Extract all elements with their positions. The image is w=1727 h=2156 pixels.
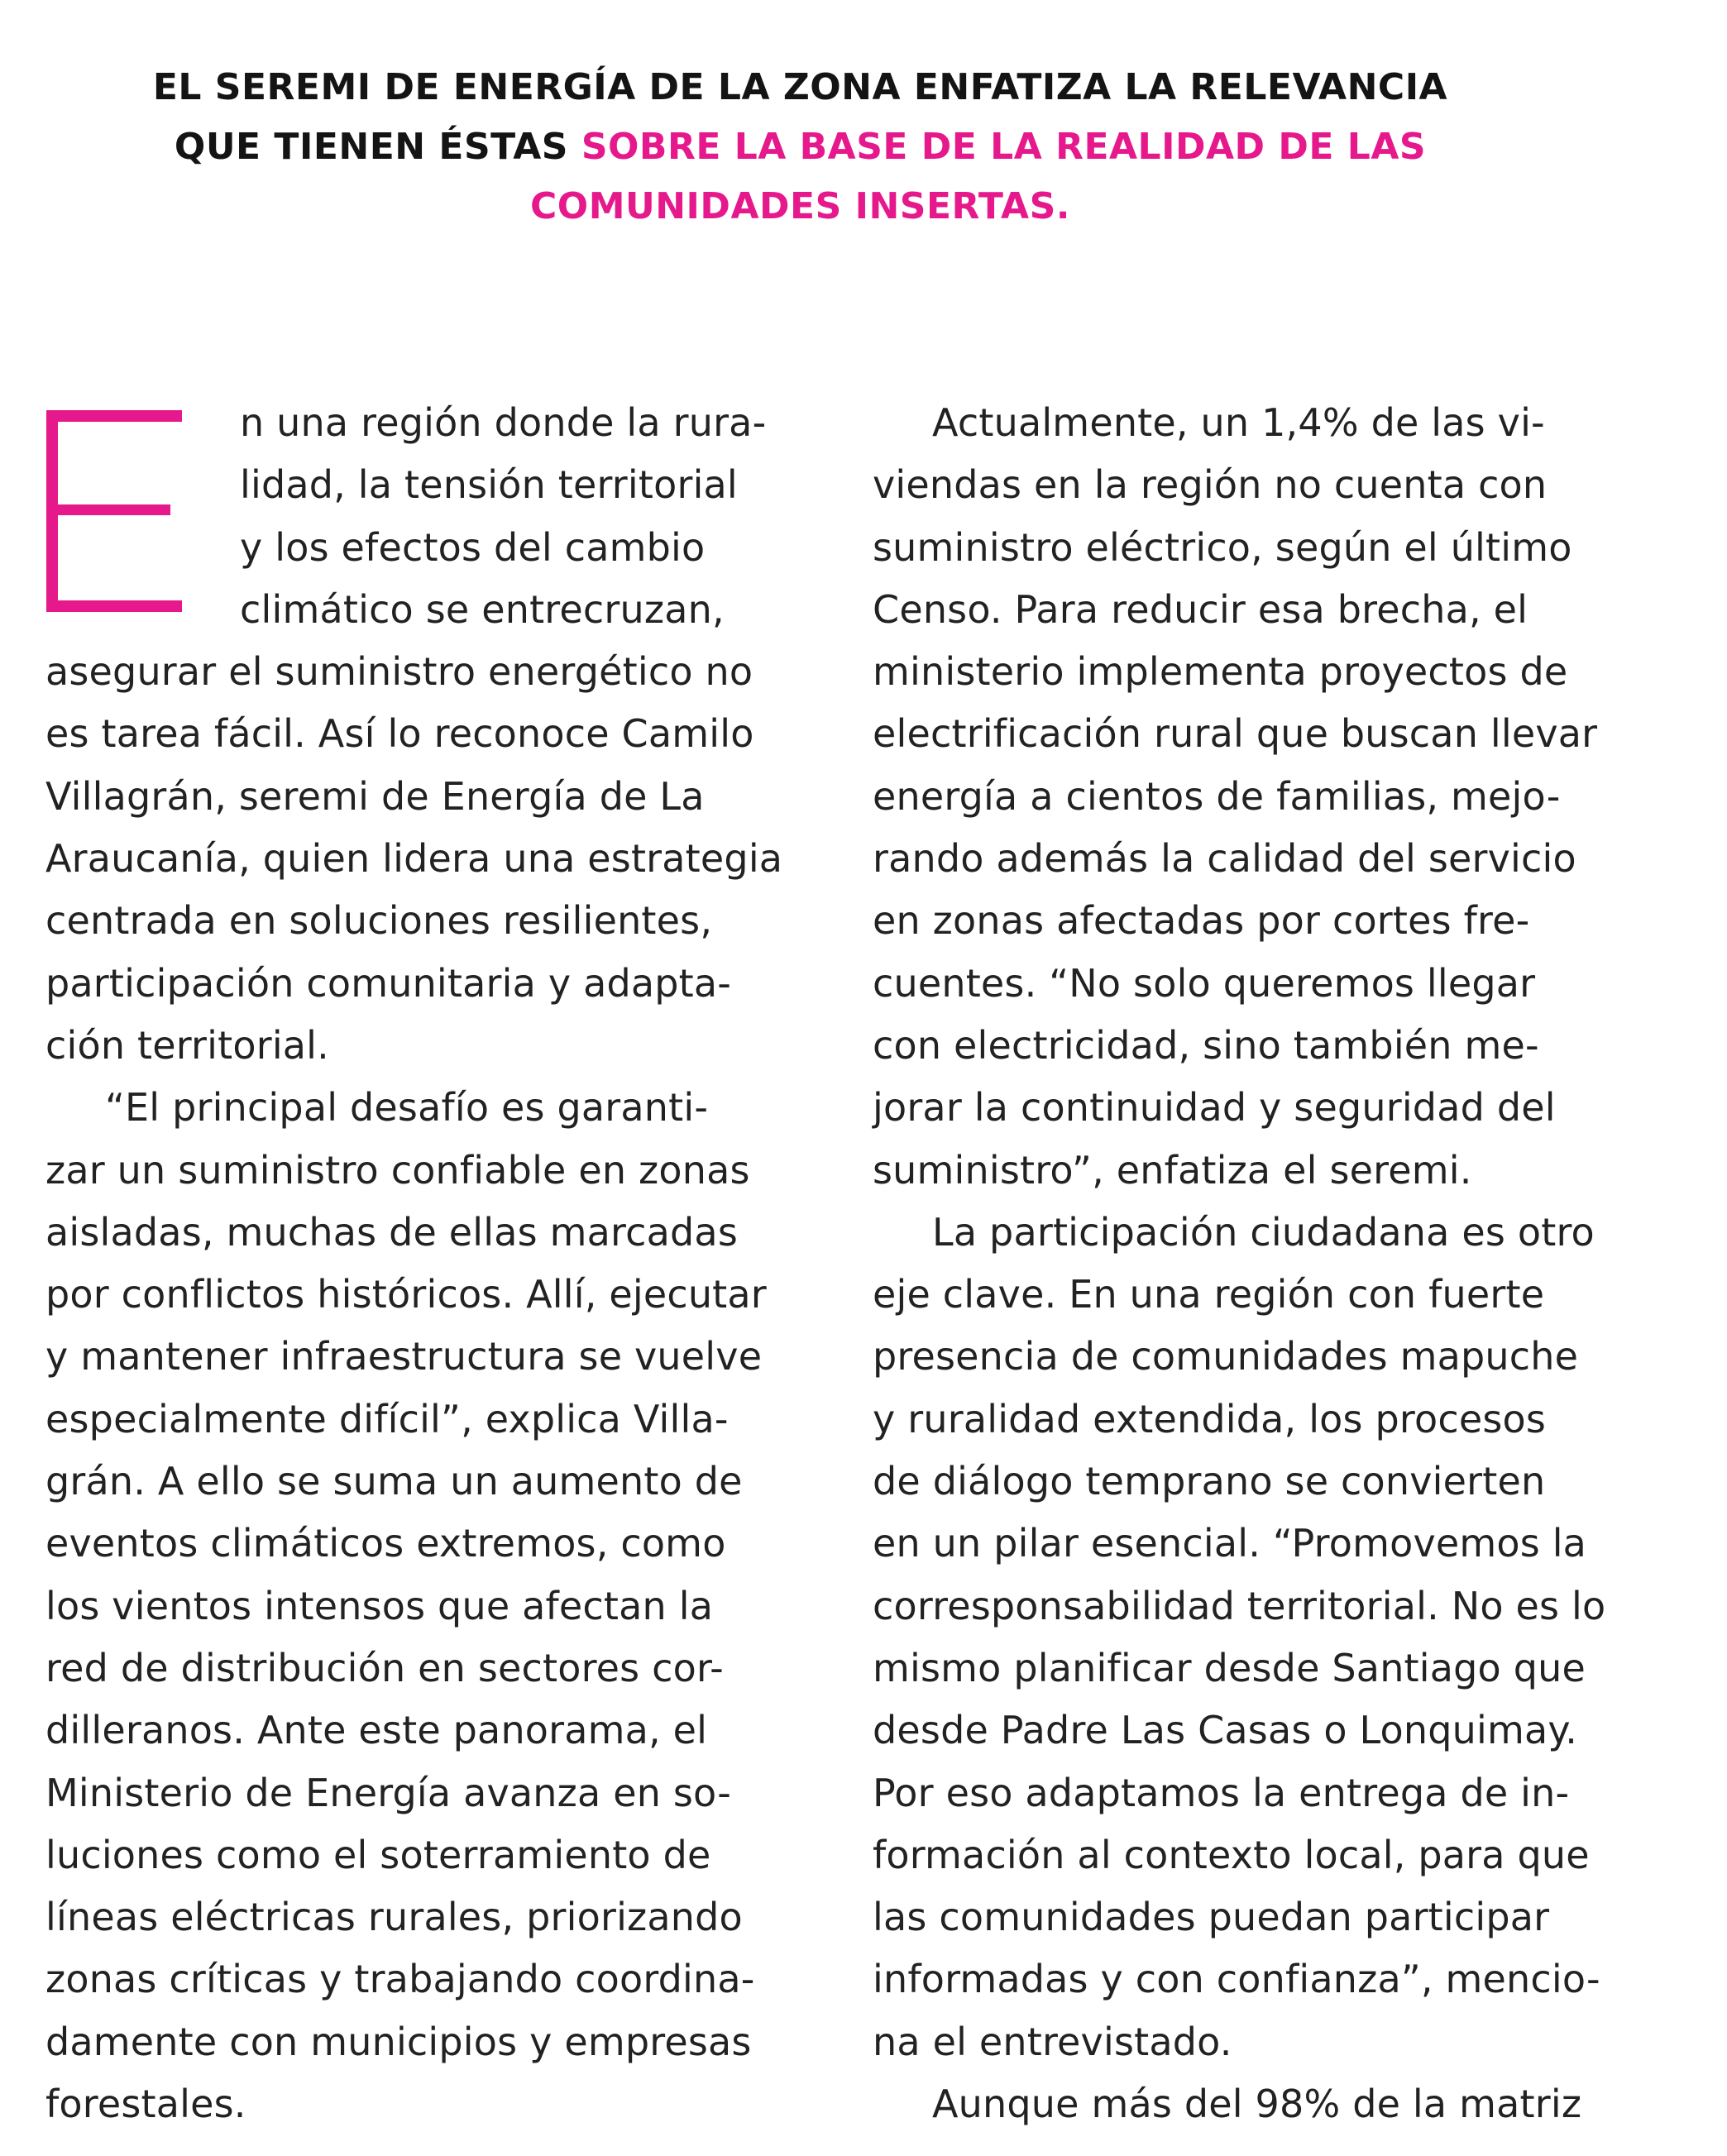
body-line: con electricidad, sino también me- bbox=[873, 1022, 1539, 1068]
headline bbox=[0, 58, 1600, 237]
body-line: n una región donde la rura- bbox=[240, 400, 767, 445]
body-line: Actualmente, un 1,4% de las vi- bbox=[932, 400, 1545, 445]
body-line: lidad, la tensión territorial bbox=[240, 462, 738, 508]
headline-line-3-highlight: COMUNIDADES INSERTAS. bbox=[530, 185, 1070, 227]
body-line: cuentes. “No solo queremos llegar bbox=[873, 960, 1536, 1006]
body-line: forestales. bbox=[45, 2082, 246, 2127]
body-line: asegurar el suministro energético no bbox=[45, 649, 753, 695]
body-line: La participación ciudadana es otro bbox=[932, 1209, 1595, 1255]
body-line: ción territorial. bbox=[45, 1022, 329, 1068]
body-line: desde Padre Las Casas o Lonquimay. bbox=[873, 1708, 1578, 1753]
right-column bbox=[873, 392, 1658, 2135]
body-line: zar un suministro confiable en zonas bbox=[45, 1147, 750, 1193]
headline-line-2-highlight: SOBRE LA BASE DE LA REALIDAD DE LAS bbox=[581, 126, 1427, 168]
body-line: de diálogo temprano se convierten bbox=[873, 1459, 1546, 1504]
body-line: eventos climáticos extremos, como bbox=[45, 1521, 726, 1566]
body-line: aisladas, muchas de ellas marcadas bbox=[45, 1209, 738, 1255]
body-line: climático se entrecruzan, bbox=[240, 586, 725, 632]
body-line: Araucanía, quien lidera una estrategia bbox=[45, 836, 783, 882]
body-line: rando además la calidad del servicio bbox=[873, 836, 1576, 882]
body-line: las comunidades puedan participar bbox=[873, 1895, 1550, 1940]
headline-line-1: EL SEREMI DE ENERGÍA DE LA ZONA ENFATIZA LA RELEVANCIA bbox=[152, 66, 1448, 108]
body-line: ministerio implementa proyectos de bbox=[873, 649, 1568, 695]
body-line: corresponsabilidad territorial. No es lo bbox=[873, 1583, 1606, 1628]
body-line: Aunque más del 98% de la matriz bbox=[932, 2082, 1582, 2127]
body-line: centrada en soluciones resilientes, bbox=[45, 898, 713, 944]
body-line: Villagrán, seremi de Energía de La bbox=[45, 773, 705, 819]
headline-line-2 bbox=[0, 117, 1600, 177]
headline-line-2-plain: QUE TIENEN ÉSTAS bbox=[174, 126, 581, 168]
body-line: damente con municipios y empresas bbox=[45, 2019, 752, 2064]
body-line: Ministerio de Energía avanza en so- bbox=[45, 1770, 732, 1815]
body-line: los vientos intensos que afectan la bbox=[45, 1583, 714, 1628]
body-line: jorar la continuidad y seguridad del bbox=[873, 1085, 1556, 1131]
body-line: y ruralidad extendida, los procesos bbox=[873, 1396, 1547, 1441]
body-line: Censo. Para reducir esa brecha, el bbox=[873, 586, 1528, 632]
body-line: zonas críticas y trabajando coordina- bbox=[45, 1957, 755, 2002]
body-line: participación comunitaria y adapta- bbox=[45, 960, 732, 1006]
body-line: en zonas afectadas por cortes fre- bbox=[873, 898, 1530, 944]
body-line: grán. A ello se suma un aumento de bbox=[45, 1459, 743, 1504]
body-line: luciones como el soterramiento de bbox=[45, 1832, 711, 1877]
body-line: “El principal desafío es garanti- bbox=[105, 1085, 709, 1131]
body-line: dilleranos. Ante este panorama, el bbox=[45, 1708, 708, 1753]
body-line: mismo planificar desde Santiago que bbox=[873, 1645, 1586, 1690]
body-line: suministro eléctrico, según el último bbox=[873, 524, 1572, 570]
body-line: electrificación rural que buscan llevar bbox=[873, 711, 1598, 757]
body-line: energía a cientos de familias, mejo- bbox=[873, 773, 1561, 819]
body-line: y mantener infraestructura se vuelve bbox=[45, 1334, 763, 1379]
body-line: y los efectos del cambio bbox=[240, 524, 706, 570]
body-line: en un pilar esencial. “Promovemos la bbox=[873, 1521, 1587, 1566]
left-column bbox=[45, 392, 815, 2135]
body-line: suministro”, enfatiza el seremi. bbox=[873, 1147, 1472, 1193]
body-line: Por eso adaptamos la entrega de in- bbox=[873, 1770, 1570, 1815]
body-line: especialmente difícil”, explica Villa- bbox=[45, 1396, 729, 1441]
body-line: líneas eléctricas rurales, priorizando bbox=[45, 1895, 743, 1940]
body-line: presencia de comunidades mapuche bbox=[873, 1334, 1579, 1379]
body-line: na el entrevistado. bbox=[873, 2019, 1232, 2064]
body-line: por conflictos históricos. Allí, ejecutar bbox=[45, 1272, 767, 1317]
body-line: es tarea fácil. Así lo reconoce Camilo bbox=[45, 711, 754, 757]
body-line: viendas en la región no cuenta con bbox=[873, 462, 1548, 508]
body-line: informadas y con confianza”, mencio- bbox=[873, 1957, 1600, 2002]
body-line: red de distribución en sectores cor- bbox=[45, 1645, 724, 1690]
body-line: formación al contexto local, para que bbox=[873, 1832, 1590, 1877]
body-line: eje clave. En una región con fuerte bbox=[873, 1272, 1545, 1317]
